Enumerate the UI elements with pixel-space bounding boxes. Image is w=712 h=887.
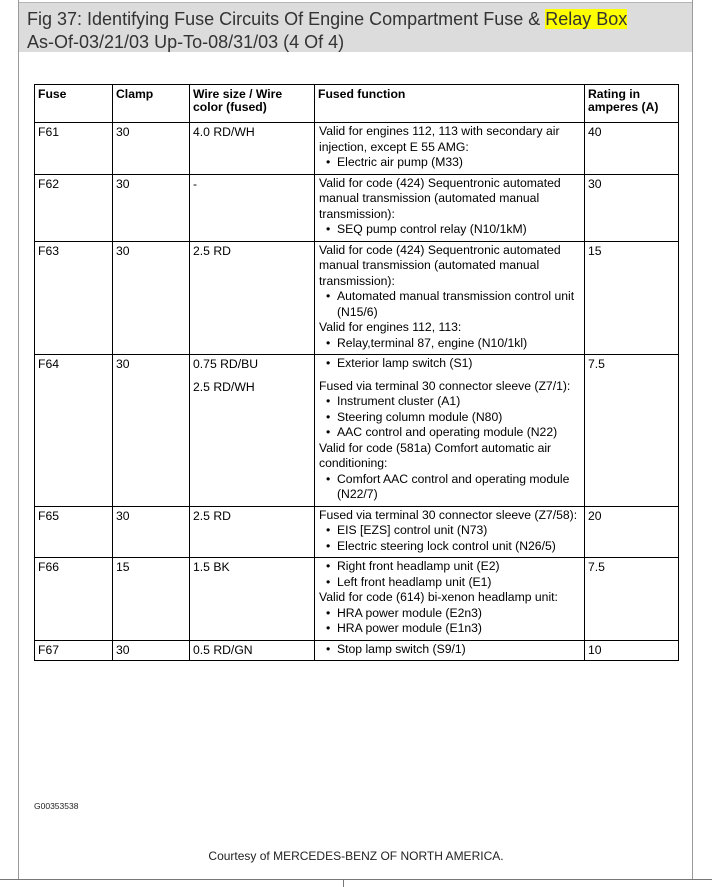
- function-cell: [315, 174, 585, 241]
- clamp-cell: 30: [113, 174, 190, 241]
- function-bullet: • HRA power module (E2n3): [319, 606, 581, 622]
- title-subtitle: As-Of-03/21/03 Up-To-08/31/03 (4 Of 4): [27, 32, 345, 52]
- fuse-cell: F61: [35, 123, 113, 175]
- courtesy-text: Courtesy of MERCEDES-BENZ OF NORTH AMERICA.: [208, 849, 504, 863]
- function-text: Fused via terminal 30 connector sleeve (Z7/1):: [319, 378, 571, 393]
- header-rating: Rating in amperes (A): [585, 85, 679, 123]
- wire-cell: [190, 558, 315, 641]
- fuse-cell: F64: [35, 355, 113, 507]
- table-row: [35, 174, 679, 241]
- function-bullet: • Automated manual transmission control unit (N15/6): [319, 289, 581, 320]
- function-text: Valid for engines 112, 113 with secondary air injection, except E 55 AMG:: [319, 124, 560, 154]
- table-header-row: [35, 85, 679, 123]
- wire-cell: [190, 174, 315, 241]
- wire-value: 4.0 RD/WH: [193, 125, 255, 139]
- wire-value: 2.5 RD: [193, 508, 231, 523]
- function-cell: [315, 506, 585, 558]
- function-text: Fused via terminal 30 connector sleeve (Z7/58):: [319, 507, 578, 522]
- function-cell: [315, 640, 585, 661]
- clamp-cell: 30: [113, 123, 190, 175]
- function-cell: [315, 558, 585, 641]
- rating-cell: 20: [585, 506, 679, 558]
- wire-cell: [190, 506, 315, 558]
- clamp-cell: 30: [113, 640, 190, 661]
- function-text: Valid for code (424) Sequentronic automated manual transmission (automated manual transmission):: [319, 242, 561, 288]
- function-text: Valid for code (424) Sequentronic automated manual transmission (automated manual transmission):: [319, 175, 561, 221]
- function-bullet: • AAC control and operating module (N22): [319, 425, 581, 441]
- page-bottom-tick: [343, 880, 344, 887]
- table-body: [35, 123, 679, 661]
- wire-value: 2.5 RD: [193, 243, 231, 258]
- clamp-cell: 30: [113, 241, 190, 355]
- function-bullet: • Exterior lamp switch (S1): [319, 356, 581, 372]
- clamp-cell: 30: [113, 355, 190, 507]
- function-bullet: • SEQ pump control relay (N10/1kM): [319, 222, 581, 238]
- wire-value: 1.5 BK: [193, 560, 230, 574]
- wire-cell: [190, 241, 315, 355]
- clamp-cell: 30: [113, 506, 190, 558]
- header-fuse: Fuse: [35, 85, 113, 123]
- function-bullet: • Stop lamp switch (S9/1): [319, 642, 581, 658]
- function-bullet: • Comfort AAC control and operating module (N22/7): [319, 472, 581, 503]
- function-text: Valid for engines 112, 113:: [319, 320, 462, 334]
- fuse-cell: F65: [35, 506, 113, 558]
- function-text: Valid for code (581a) Comfort automatic air conditioning:: [319, 440, 552, 470]
- rating-cell: 7.5: [585, 558, 679, 641]
- function-cell: [315, 355, 585, 507]
- table-row: [35, 123, 679, 175]
- wire-value: 2.5 RD/WH: [193, 379, 255, 394]
- title-text: Fig 37: Identifying Fuse Circuits Of Engine Compartment Fuse &: [27, 9, 546, 29]
- rating-cell: 7.5: [585, 355, 679, 507]
- page-bottom-divider: [0, 879, 712, 880]
- function-bullet: • Steering column module (N80): [319, 410, 581, 426]
- fuse-cell: F66: [35, 558, 113, 641]
- function-text: Valid for code (614) bi-xenon headlamp unit:: [319, 590, 558, 604]
- fuse-table: [34, 84, 679, 661]
- function-bullet: • EIS [EZS] control unit (N73): [319, 523, 581, 539]
- clamp-cell: 15: [113, 558, 190, 641]
- table-row: [35, 241, 679, 355]
- figure-title: [27, 8, 677, 54]
- header-clamp: Clamp: [113, 85, 190, 123]
- rating-cell: 40: [585, 123, 679, 175]
- wire-value: 0.75 RD/BU: [193, 357, 259, 371]
- function-cell: [315, 241, 585, 355]
- table-row: [35, 355, 679, 507]
- table-row: [35, 640, 679, 661]
- table-row: [35, 506, 679, 558]
- rating-cell: 30: [585, 174, 679, 241]
- function-bullet: • Electric steering lock control unit (N26/5): [319, 539, 581, 555]
- fuse-cell: F63: [35, 241, 113, 355]
- rating-cell: 15: [585, 241, 679, 355]
- function-bullet: • Right front headlamp unit (E2): [319, 559, 581, 575]
- fuse-cell: F67: [35, 640, 113, 661]
- figure-id: G00353538: [34, 801, 79, 811]
- rating-cell: 10: [585, 640, 679, 661]
- header-wire: Wire size / Wire color (fused): [190, 85, 315, 123]
- header-function: Fused function: [315, 85, 585, 123]
- wire-cell: [190, 640, 315, 661]
- wire-cell: [190, 123, 315, 175]
- wire-value: 0.5 RD/GN: [193, 642, 253, 657]
- function-cell: [315, 123, 585, 175]
- fuse-cell: F62: [35, 174, 113, 241]
- function-bullet: • HRA power module (E1n3): [319, 621, 581, 637]
- function-bullet: • Instrument cluster (A1): [319, 394, 581, 410]
- function-bullet: • Relay,terminal 87, engine (N10/1kl): [319, 336, 581, 352]
- function-bullet: • Left front headlamp unit (E1): [319, 575, 581, 591]
- title-highlight: Relay Box: [545, 9, 628, 29]
- wire-value: -: [193, 176, 198, 191]
- wire-cell: [190, 355, 315, 507]
- table-row: [35, 558, 679, 641]
- function-bullet: • Electric air pump (M33): [319, 155, 581, 171]
